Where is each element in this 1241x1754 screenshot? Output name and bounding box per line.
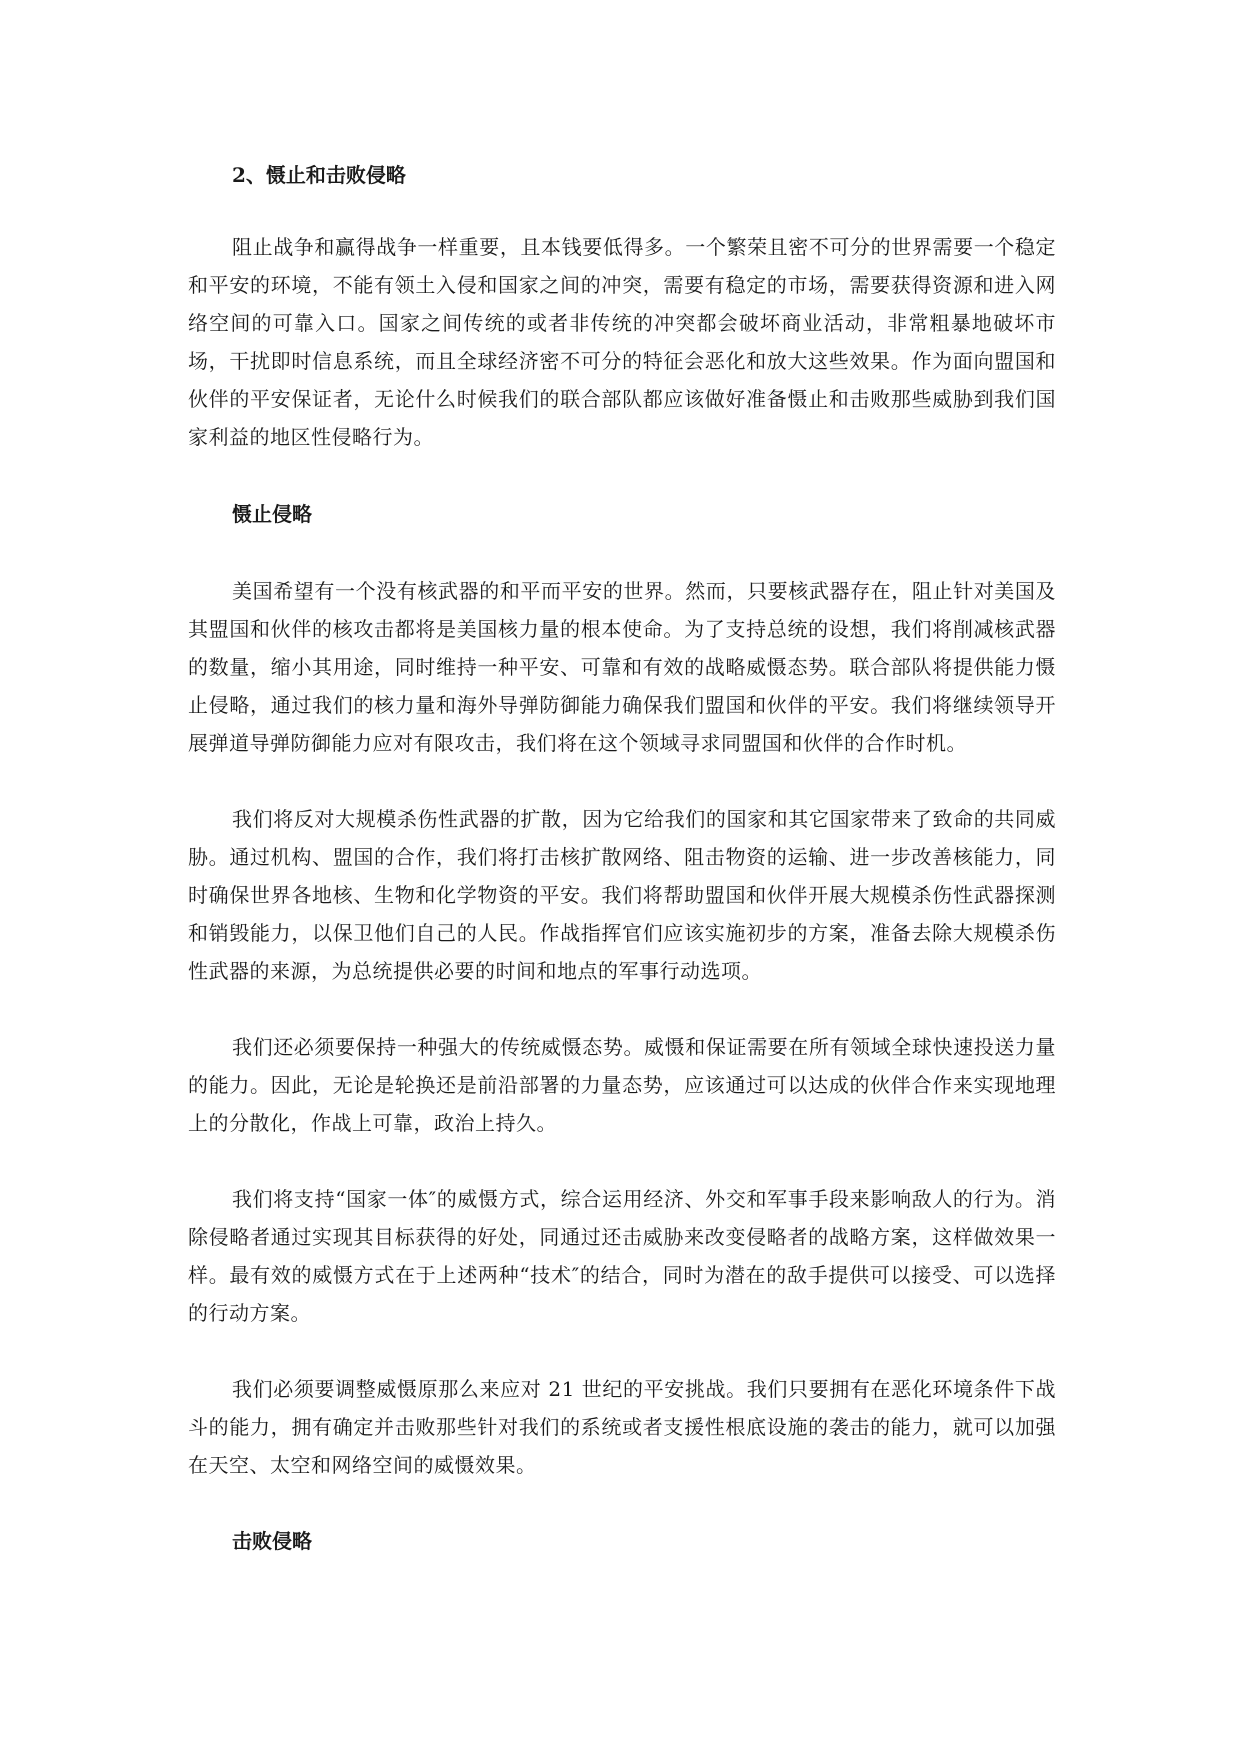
paragraph: 美国希望有一个没有核武器的和平而平安的世界。然而，只要核武器存在，阻止针对美国及其盟国和伙伴的核攻击都将是美国核力量的根本使命。为了支持总统的设想，我们将削减核武器的数量，缩小其用途，同时维持一种平安、可靠和有效的战略威慑态势。联合部队将提供能力慑止侵略，通过我们的核力量和海外导弹防御能力确保我们盟国和伙伴的平安。我们将继续领导开展弹道导弹防御能力应对有限攻击，我们将在这个领域寻求同盟国和伙伴的合作时机。 bbox=[188, 579, 1056, 755]
subheading-defeat-aggression: 击败侵略 bbox=[232, 1529, 312, 1553]
paragraph: 阻止战争和赢得战争一样重要，且本钱要低得多。一个繁荣且密不可分的世界需要一个稳定和平安的环境，不能有领土入侵和国家之间的冲突，需要有稳定的市场，需要获得资源和进入网络空间的可靠入口。国家之间传统的或者非传统的冲突都会破坏商业活动，非常粗暴地破坏市场，干扰即时信息系统，而且全球经济密不可分的特征会恶化和放大这些效果。作为面向盟国和伙伴的平安保证者，无论什么时候我们的联合部队都应该做好准备慑止和击败那些威胁到我们国家利益的地区性侵略行为。 bbox=[188, 235, 1056, 449]
paragraph: 我们将支持“国家一体″的威慑方式，综合运用经济、外交和军事手段来影响敌人的行为。消除侵略者通过实现其目标获得的好处，同通过还击威胁来改变侵略者的战略方案，这样做效果一样。最有效的威慑方式在于上述两种“技术″的结合，同时为潜在的敌手提供可以接受、可以选择的行动方案。 bbox=[188, 1187, 1056, 1325]
paragraph: 我们将反对大规模杀伤性武器的扩散，因为它给我们的国家和其它国家带来了致命的共同威胁。通过机构、盟国的合作，我们将打击核扩散网络、阻击物资的运输、进一步改善核能力，同时确保世界各地核、生物和化学物资的平安。我们将帮助盟国和伙伴开展大规模杀伤性武器探测和销毁能力，以保卫他们自己的人民。作战指挥官们应该实施初步的方案，准备去除大规模杀伤性武器的来源，为总统提供必要的时间和地点的军事行动选项。 bbox=[188, 807, 1056, 983]
section-title: 2、慑止和击败侵略 bbox=[232, 163, 406, 187]
document-body bbox=[188, 156, 1056, 1560]
subheading-deter-aggression: 慑止侵略 bbox=[232, 502, 312, 526]
paragraph: 我们必须要调整威慑原那么来应对 21 世纪的平安挑战。我们只要拥有在恶化环境条件下战斗的能力，拥有确定并击败那些针对我们的系统或者支援性根底设施的袭击的能力，就可以加强在天空、太空和网络空间的威慑效果。 bbox=[188, 1377, 1056, 1477]
paragraph: 我们还必须要保持一种强大的传统威慑态势。威慑和保证需要在所有领域全球快速投送力量的能力。因此，无论是轮换还是前沿部署的力量态势，应该通过可以达成的伙伴合作来实现地理上的分散化，作战上可靠，政治上持久。 bbox=[188, 1035, 1056, 1135]
